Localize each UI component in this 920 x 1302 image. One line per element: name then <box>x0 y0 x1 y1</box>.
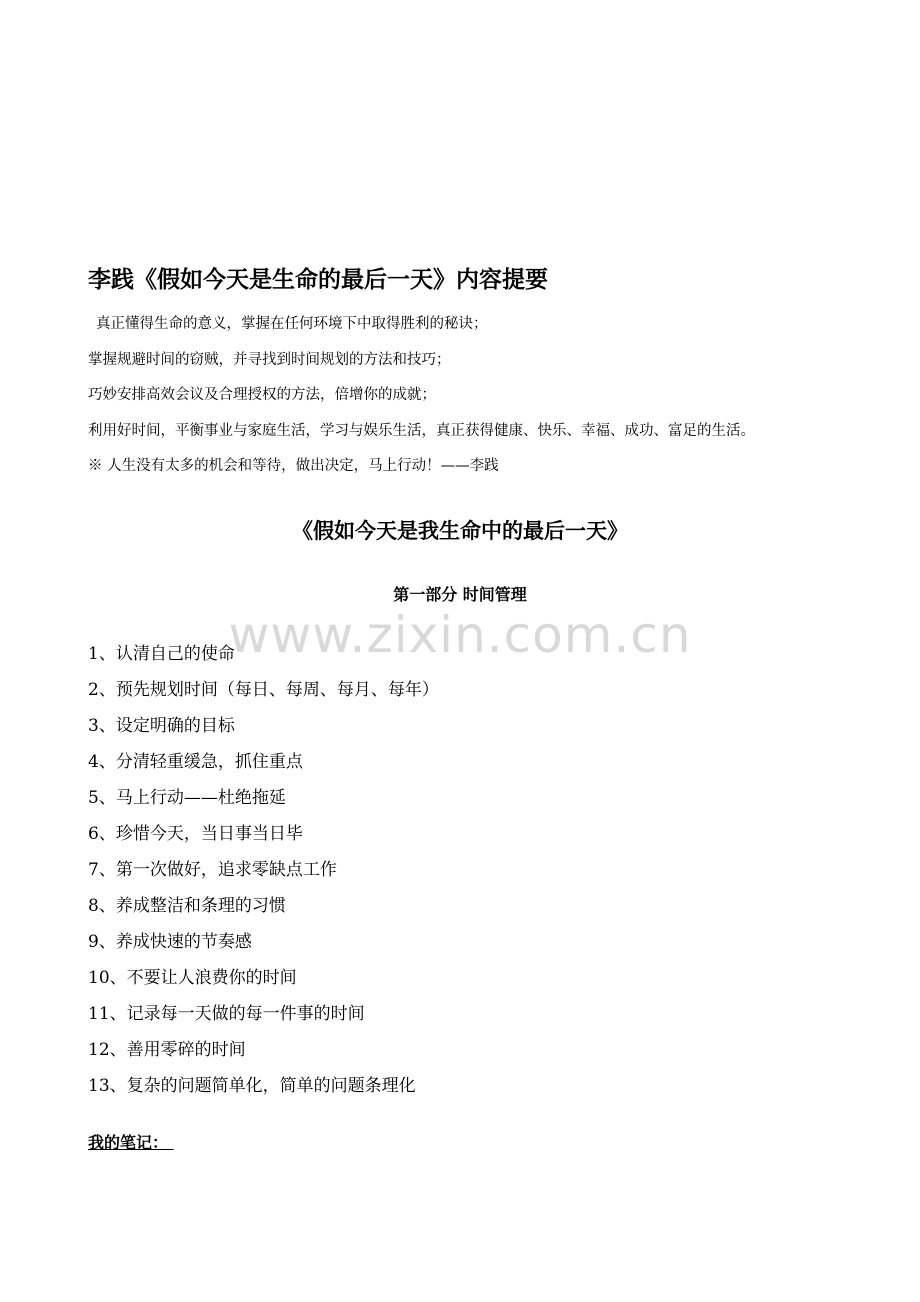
summary-line: 巧妙安排高效会议及合理授权的方法，倍增你的成就； <box>88 387 436 403</box>
list-item: 9、养成快速的节奏感 <box>88 932 252 952</box>
summary-line: 掌握规避时间的窃贼，并寻找到时间规划的方法和技巧； <box>88 351 451 368</box>
document-title: 李践《假如今天是生命的最后一天》内容提要 <box>88 267 548 293</box>
list-item: 2、预先规划时间（每日、每周、每月、每年） <box>88 680 439 700</box>
list-item: 11、记录每一天做的每一件事的时间 <box>88 1004 365 1024</box>
list-item: 8、养成整洁和条理的习惯 <box>88 896 286 916</box>
list-item: 5、马上行动——杜绝拖延 <box>88 788 286 808</box>
list-item: 1、认清自己的使命 <box>88 644 235 664</box>
list-item: 7、第一次做好，追求零缺点工作 <box>88 860 337 880</box>
summary-block <box>88 312 888 490</box>
watermark: www.zixin.com.cn <box>228 606 692 664</box>
section-title: 《假如今天是我生命中的最后一天》 <box>292 519 628 543</box>
notes-label: 我的笔记： <box>88 1133 174 1152</box>
list-item: 3、设定明确的目标 <box>88 716 235 736</box>
summary-quote: ※ 人生没有太多的机会和等待，做出决定，马上行动！——李践 <box>88 458 499 474</box>
part-title: 第一部分 时间管理 <box>393 585 527 604</box>
summary-line: 利用好时间，平衡事业与家庭生活，学习与娱乐生活，真正获得健康、快乐、幸福、成功、富足的生活。 <box>88 422 755 439</box>
list-item: 6、珍惜今天，当日事当日毕 <box>88 824 303 844</box>
list-item: 4、分清轻重缓急，抓住重点 <box>88 752 303 772</box>
list-item: 12、善用零碎的时间 <box>88 1040 246 1060</box>
list-item: 10、不要让人浪费你的时间 <box>88 968 297 988</box>
list-item: 13、复杂的问题简单化，简单的问题条理化 <box>88 1076 416 1096</box>
summary-line: 真正懂得生命的意义，掌握在任何环境下中取得胜利的秘诀； <box>96 316 488 332</box>
time-management-list <box>88 640 868 1108</box>
